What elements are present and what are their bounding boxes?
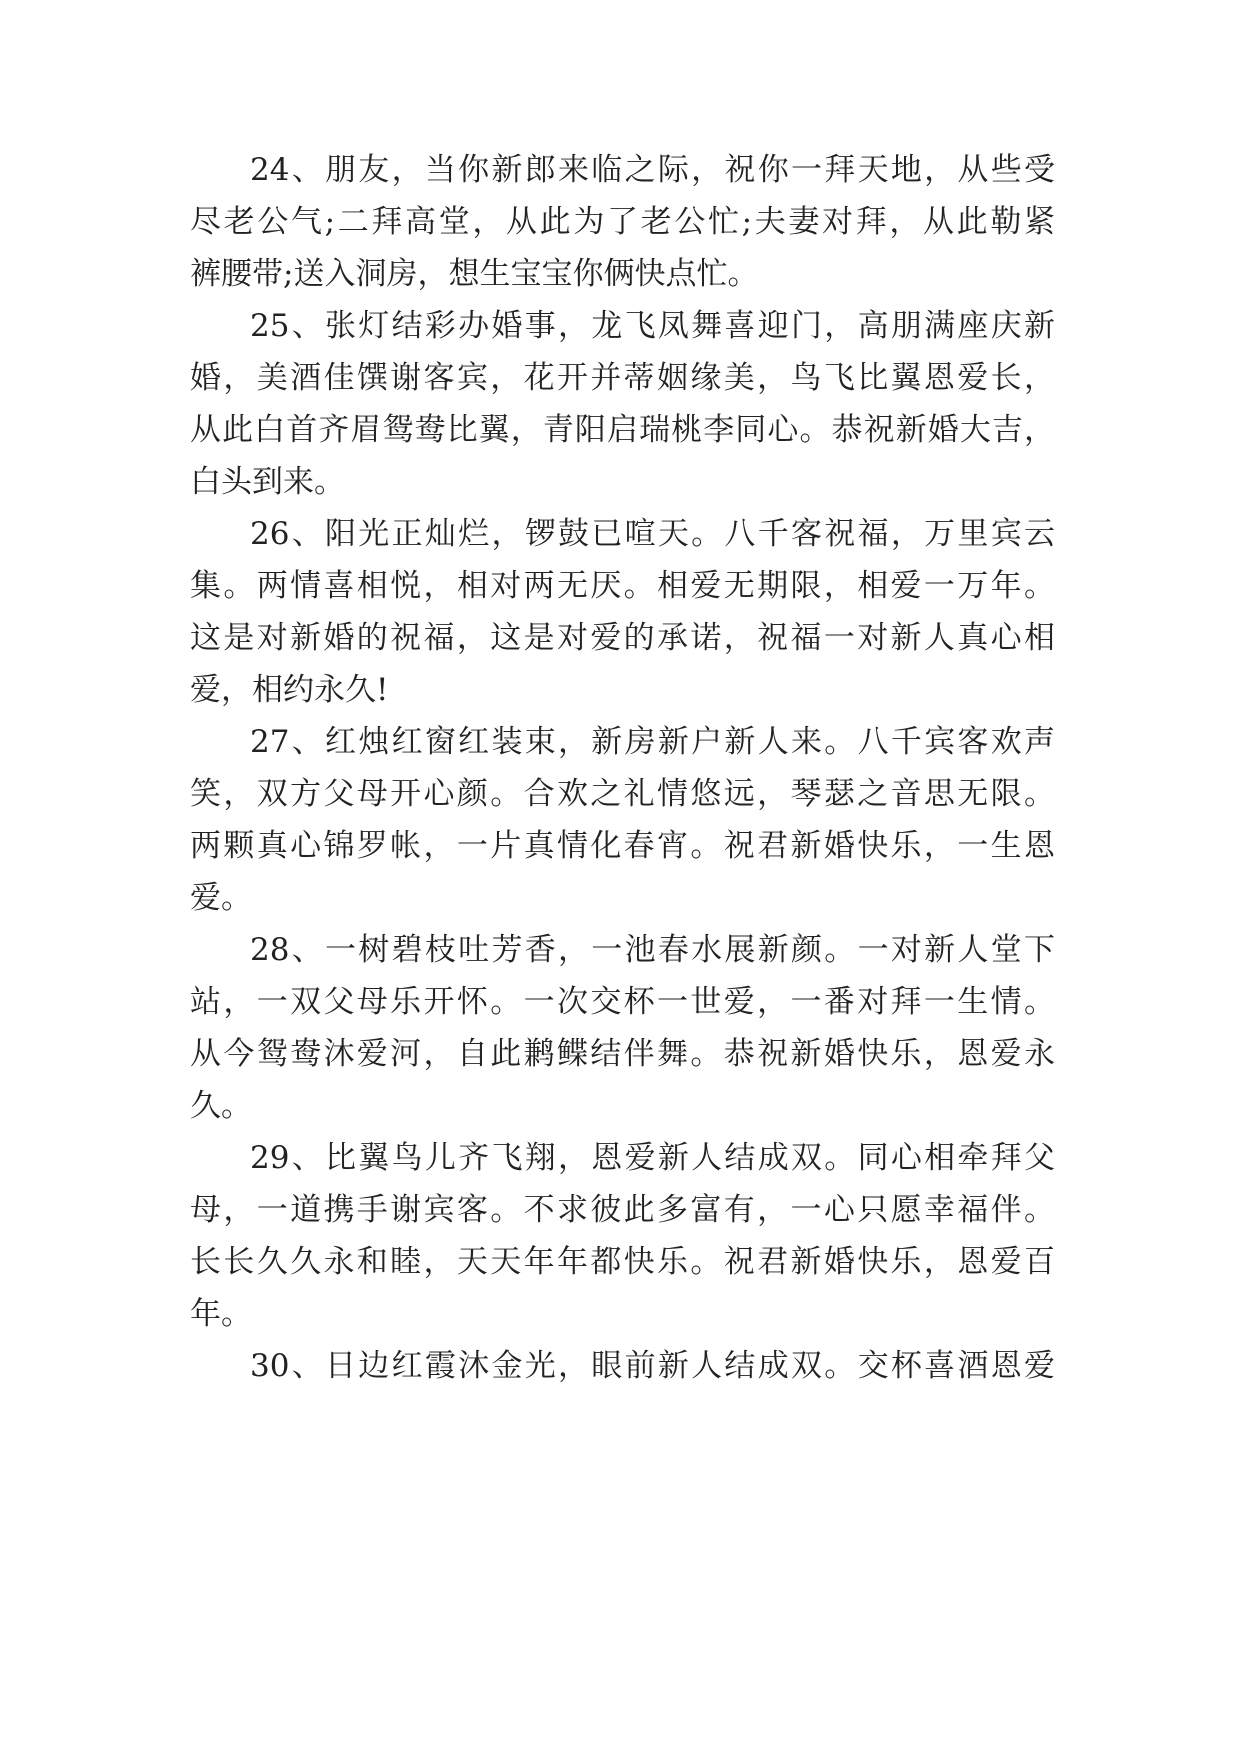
paragraph-29 xyxy=(190,1132,1055,1340)
text-line: 爱，相约永久! xyxy=(190,672,389,708)
text-line: 久。 xyxy=(190,1088,252,1124)
text-line: 30、日边红霞沐金光，眼前新人结成双。交杯喜酒恩爱 xyxy=(250,1348,1055,1384)
text-line: 28、一树碧枝吐芳香，一池春水展新颜。一对新人堂下 xyxy=(250,932,1055,968)
text-line: 从此白首齐眉鸳鸯比翼，青阳启瑞桃李同心。恭祝新婚大吉， xyxy=(190,412,1055,448)
text-line: 裤腰带;送入洞房，想生宝宝你俩快点忙。 xyxy=(190,256,759,292)
text-line: 站，一双父母乐开怀。一次交杯一世爱，一番对拜一生情。 xyxy=(190,984,1055,1020)
paragraph-26 xyxy=(190,508,1055,716)
text-line: 白头到来。 xyxy=(190,464,345,500)
text-line: 爱。 xyxy=(190,880,252,916)
text-line: 26、阳光正灿烂，锣鼓已喧天。八千客祝福，万里宾云 xyxy=(250,516,1055,552)
text-line: 29、比翼鸟儿齐飞翔，恩爱新人结成双。同心相牵拜父 xyxy=(250,1140,1055,1176)
text-line: 24、朋友，当你新郎来临之际，祝你一拜天地，从些受 xyxy=(250,152,1055,188)
text-line: 尽老公气;二拜高堂，从此为了老公忙;夫妻对拜，从此勒紧 xyxy=(190,204,1055,240)
paragraph-25 xyxy=(190,300,1055,508)
document-body xyxy=(190,144,1055,1392)
text-line: 笑，双方父母开心颜。合欢之礼情悠远，琴瑟之音思无限。 xyxy=(190,776,1055,812)
text-line: 27、红烛红窗红装束，新房新户新人来。八千宾客欢声 xyxy=(250,724,1055,760)
paragraph-28 xyxy=(190,924,1055,1132)
paragraph-24 xyxy=(190,144,1055,300)
text-line: 集。两情喜相悦，相对两无厌。相爱无期限，相爱一万年。 xyxy=(190,568,1055,604)
text-line: 这是对新婚的祝福，这是对爱的承诺，祝福一对新人真心相 xyxy=(190,620,1055,656)
paragraph-30 xyxy=(190,1340,1055,1392)
text-line: 25、张灯结彩办婚事，龙飞凤舞喜迎门，高朋满座庆新 xyxy=(250,308,1055,344)
text-line: 长长久久永和睦，天天年年都快乐。祝君新婚快乐，恩爱百 xyxy=(190,1244,1055,1280)
text-line: 两颗真心锦罗帐，一片真情化春宵。祝君新婚快乐，一生恩 xyxy=(190,828,1055,864)
text-line: 年。 xyxy=(190,1296,252,1332)
text-line: 从今鸳鸯沐爱河，自此鹣鲽结伴舞。恭祝新婚快乐，恩爱永 xyxy=(190,1036,1055,1072)
text-line: 婚，美酒佳馔谢客宾，花开并蒂姻缘美，鸟飞比翼恩爱长， xyxy=(190,360,1055,396)
paragraph-27 xyxy=(190,716,1055,924)
text-line: 母，一道携手谢宾客。不求彼此多富有，一心只愿幸福伴。 xyxy=(190,1192,1055,1228)
